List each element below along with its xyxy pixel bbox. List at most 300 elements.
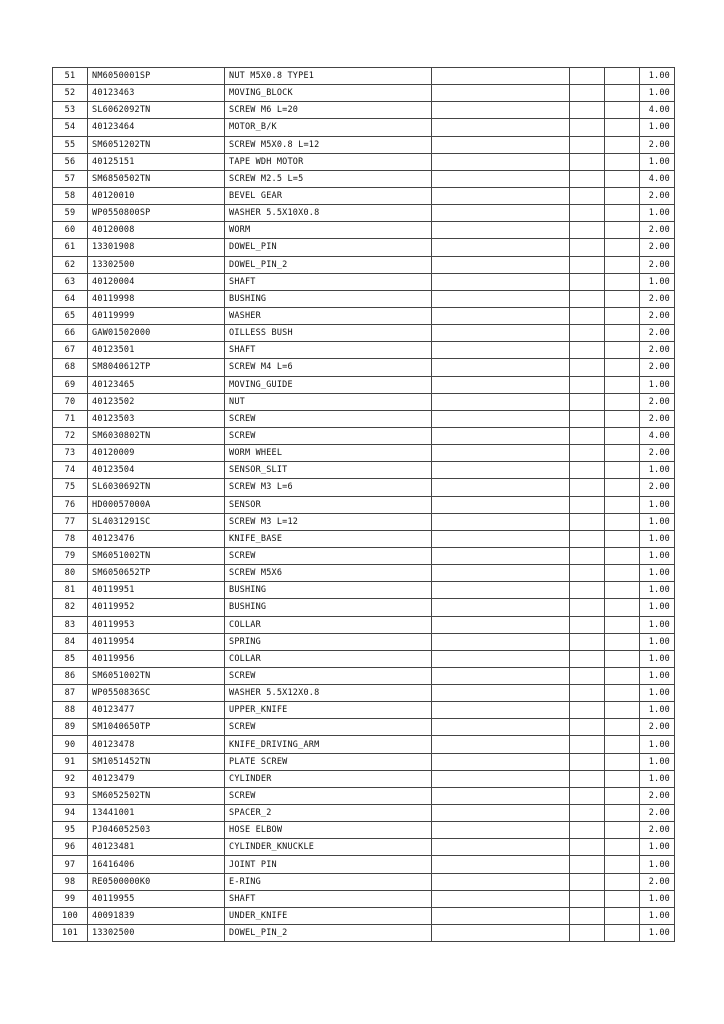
description-cell: SCREW M4 L=6 [225,359,432,376]
extra-cell-1 [570,307,605,324]
table-row [53,325,675,342]
item-number-cell: 78 [53,530,88,547]
quantity-cell: 1.00 [640,119,675,136]
description-cell: BUSHING [225,582,432,599]
item-number-cell: 97 [53,856,88,873]
extra-cell-2 [605,873,640,890]
table-row [53,136,675,153]
description-cell: SCREW M5X6 [225,565,432,582]
quantity-cell: 1.00 [640,667,675,684]
item-number-cell: 71 [53,410,88,427]
description-cell: SCREW [225,547,432,564]
part-number-cell: 40123503 [88,410,225,427]
extra-cell-2 [605,445,640,462]
extra-cell-1 [570,153,605,170]
description-cell: DOWEL_PIN_2 [225,256,432,273]
item-number-cell: 96 [53,839,88,856]
part-number-cell: SM6052502TN [88,787,225,804]
item-number-cell: 84 [53,633,88,650]
extra-cell-1 [570,650,605,667]
extra-cell-1 [570,582,605,599]
quantity-cell: 2.00 [640,239,675,256]
description-cell: WASHER 5.5X10X0.8 [225,205,432,222]
extra-cell-2 [605,273,640,290]
table-row [53,410,675,427]
item-number-cell: 83 [53,616,88,633]
extra-cell-1 [570,805,605,822]
table-row [53,290,675,307]
quantity-cell: 2.00 [640,325,675,342]
part-number-cell: NM6050001SP [88,68,225,85]
spec-cell [432,753,570,770]
extra-cell-2 [605,907,640,924]
extra-cell-2 [605,770,640,787]
extra-cell-1 [570,273,605,290]
part-number-cell: 40119951 [88,582,225,599]
extra-cell-1 [570,907,605,924]
item-number-cell: 89 [53,719,88,736]
table-row [53,650,675,667]
spec-cell [432,650,570,667]
item-number-cell: 53 [53,102,88,119]
extra-cell-1 [570,170,605,187]
extra-cell-1 [570,239,605,256]
item-number-cell: 90 [53,736,88,753]
description-cell: WASHER [225,307,432,324]
quantity-cell: 2.00 [640,393,675,410]
extra-cell-1 [570,102,605,119]
part-number-cell: WP0550800SP [88,205,225,222]
description-cell: SENSOR [225,496,432,513]
extra-cell-1 [570,479,605,496]
spec-cell [432,667,570,684]
spec-cell [432,496,570,513]
quantity-cell: 1.00 [640,856,675,873]
extra-cell-1 [570,256,605,273]
extra-cell-2 [605,342,640,359]
description-cell: SCREW M5X0.8 L=12 [225,136,432,153]
description-cell: SCREW [225,667,432,684]
spec-cell [432,822,570,839]
part-number-cell: 40123501 [88,342,225,359]
description-cell: UPPER_KNIFE [225,702,432,719]
spec-cell [432,136,570,153]
description-cell: SCREW M6 L=20 [225,102,432,119]
extra-cell-2 [605,136,640,153]
quantity-cell: 2.00 [640,873,675,890]
quantity-cell: 1.00 [640,565,675,582]
table-row [53,187,675,204]
extra-cell-2 [605,239,640,256]
part-number-cell: 40119998 [88,290,225,307]
description-cell: WORM [225,222,432,239]
quantity-cell: 2.00 [640,822,675,839]
item-number-cell: 99 [53,890,88,907]
part-number-cell: SM8040612TP [88,359,225,376]
table-row [53,222,675,239]
extra-cell-2 [605,205,640,222]
extra-cell-1 [570,667,605,684]
part-number-cell: PJ046052503 [88,822,225,839]
part-number-cell: 40119953 [88,616,225,633]
item-number-cell: 92 [53,770,88,787]
extra-cell-2 [605,685,640,702]
part-number-cell: 13301908 [88,239,225,256]
item-number-cell: 64 [53,290,88,307]
table-row [53,359,675,376]
extra-cell-2 [605,496,640,513]
extra-cell-1 [570,462,605,479]
spec-cell [432,565,570,582]
spec-cell [432,427,570,444]
quantity-cell: 1.00 [640,685,675,702]
part-number-cell: 13302500 [88,925,225,942]
table-row [53,479,675,496]
spec-cell [432,925,570,942]
description-cell: CYLINDER_KNUCKLE [225,839,432,856]
part-number-cell: 40119952 [88,599,225,616]
item-number-cell: 55 [53,136,88,153]
extra-cell-1 [570,873,605,890]
description-cell: SCREW [225,719,432,736]
extra-cell-1 [570,753,605,770]
extra-cell-1 [570,822,605,839]
quantity-cell: 1.00 [640,736,675,753]
description-cell: SPRING [225,633,432,650]
quantity-cell: 2.00 [640,222,675,239]
description-cell: SCREW [225,787,432,804]
quantity-cell: 2.00 [640,256,675,273]
part-number-cell: 40119999 [88,307,225,324]
item-number-cell: 65 [53,307,88,324]
description-cell: JOINT PIN [225,856,432,873]
part-number-cell: 16416406 [88,856,225,873]
item-number-cell: 69 [53,376,88,393]
spec-cell [432,290,570,307]
extra-cell-1 [570,85,605,102]
spec-cell [432,616,570,633]
spec-cell [432,170,570,187]
extra-cell-2 [605,565,640,582]
description-cell: SCREW M3 L=12 [225,513,432,530]
part-number-cell: 40120009 [88,445,225,462]
table-row [53,736,675,753]
quantity-cell: 2.00 [640,342,675,359]
part-number-cell: SM6051002TN [88,547,225,564]
part-number-cell: SM6030802TN [88,427,225,444]
spec-cell [432,719,570,736]
description-cell: NUT [225,393,432,410]
extra-cell-2 [605,153,640,170]
extra-cell-2 [605,582,640,599]
quantity-cell: 1.00 [640,376,675,393]
spec-cell [432,856,570,873]
extra-cell-1 [570,359,605,376]
extra-cell-2 [605,376,640,393]
item-number-cell: 76 [53,496,88,513]
extra-cell-2 [605,187,640,204]
extra-cell-2 [605,68,640,85]
extra-cell-1 [570,787,605,804]
extra-cell-2 [605,925,640,942]
extra-cell-2 [605,393,640,410]
quantity-cell: 1.00 [640,582,675,599]
item-number-cell: 82 [53,599,88,616]
description-cell: PLATE SCREW [225,753,432,770]
item-number-cell: 72 [53,427,88,444]
item-number-cell: 74 [53,462,88,479]
table-row [53,445,675,462]
part-number-cell: SM6051002TN [88,667,225,684]
description-cell: SCREW [225,427,432,444]
spec-cell [432,462,570,479]
quantity-cell: 1.00 [640,462,675,479]
description-cell: SCREW [225,410,432,427]
quantity-cell: 1.00 [640,907,675,924]
item-number-cell: 95 [53,822,88,839]
part-number-cell: SM6850502TN [88,170,225,187]
spec-cell [432,393,570,410]
description-cell: OILLESS BUSH [225,325,432,342]
table-row [53,822,675,839]
description-cell: COLLAR [225,650,432,667]
table-row [53,496,675,513]
description-cell: HOSE ELBOW [225,822,432,839]
spec-cell [432,547,570,564]
extra-cell-1 [570,719,605,736]
item-number-cell: 98 [53,873,88,890]
table-row [53,890,675,907]
item-number-cell: 93 [53,787,88,804]
part-number-cell: WP0550836SC [88,685,225,702]
part-number-cell: RE0500000K0 [88,873,225,890]
table-row [53,565,675,582]
quantity-cell: 1.00 [640,633,675,650]
quantity-cell: 2.00 [640,805,675,822]
part-number-cell: 40123463 [88,85,225,102]
description-cell: MOVING_GUIDE [225,376,432,393]
part-number-cell: 40123481 [88,839,225,856]
description-cell: SPACER_2 [225,805,432,822]
quantity-cell: 2.00 [640,136,675,153]
extra-cell-2 [605,736,640,753]
spec-cell [432,787,570,804]
spec-cell [432,85,570,102]
extra-cell-2 [605,325,640,342]
spec-cell [432,153,570,170]
part-number-cell: 40123504 [88,462,225,479]
item-number-cell: 67 [53,342,88,359]
extra-cell-2 [605,530,640,547]
quantity-cell: 2.00 [640,787,675,804]
quantity-cell: 1.00 [640,702,675,719]
part-number-cell: 40123464 [88,119,225,136]
extra-cell-1 [570,513,605,530]
extra-cell-2 [605,170,640,187]
description-cell: KNIFE_DRIVING_ARM [225,736,432,753]
spec-cell [432,582,570,599]
extra-cell-2 [605,822,640,839]
part-number-cell: 40123502 [88,393,225,410]
item-number-cell: 100 [53,907,88,924]
extra-cell-1 [570,633,605,650]
table-row [53,342,675,359]
item-number-cell: 59 [53,205,88,222]
table-row [53,907,675,924]
item-number-cell: 85 [53,650,88,667]
table-row [53,839,675,856]
spec-cell [432,187,570,204]
table-row [53,119,675,136]
spec-cell [432,205,570,222]
table-row [53,547,675,564]
extra-cell-1 [570,856,605,873]
extra-cell-1 [570,496,605,513]
quantity-cell: 1.00 [640,616,675,633]
quantity-cell: 4.00 [640,427,675,444]
table-row [53,85,675,102]
quantity-cell: 2.00 [640,479,675,496]
table-row [53,582,675,599]
table-row [53,102,675,119]
table-row [53,599,675,616]
part-number-cell: HD00057000A [88,496,225,513]
spec-cell [432,839,570,856]
part-number-cell: 40123477 [88,702,225,719]
extra-cell-1 [570,736,605,753]
extra-cell-1 [570,119,605,136]
item-number-cell: 56 [53,153,88,170]
extra-cell-1 [570,890,605,907]
table-row [53,427,675,444]
extra-cell-2 [605,856,640,873]
table-row [53,153,675,170]
extra-cell-1 [570,547,605,564]
quantity-cell: 2.00 [640,187,675,204]
description-cell: E-RING [225,873,432,890]
quantity-cell: 1.00 [640,839,675,856]
part-number-cell: SL4031291SC [88,513,225,530]
spec-cell [432,359,570,376]
spec-cell [432,479,570,496]
extra-cell-2 [605,650,640,667]
item-number-cell: 62 [53,256,88,273]
extra-cell-1 [570,136,605,153]
quantity-cell: 1.00 [640,530,675,547]
extra-cell-2 [605,85,640,102]
spec-cell [432,770,570,787]
extra-cell-2 [605,633,640,650]
extra-cell-2 [605,290,640,307]
description-cell: BEVEL GEAR [225,187,432,204]
spec-cell [432,410,570,427]
extra-cell-2 [605,839,640,856]
quantity-cell: 2.00 [640,359,675,376]
extra-cell-2 [605,805,640,822]
extra-cell-2 [605,547,640,564]
quantity-cell: 1.00 [640,753,675,770]
part-number-cell: 13302500 [88,256,225,273]
part-number-cell: 40120004 [88,273,225,290]
table-row [53,805,675,822]
part-number-cell: 40123476 [88,530,225,547]
description-cell: SCREW M3 L=6 [225,479,432,496]
description-cell: TAPE WDH MOTOR [225,153,432,170]
extra-cell-1 [570,410,605,427]
spec-cell [432,102,570,119]
quantity-cell: 1.00 [640,650,675,667]
quantity-cell: 2.00 [640,410,675,427]
description-cell: BUSHING [225,290,432,307]
part-number-cell: SM6050652TP [88,565,225,582]
spec-cell [432,702,570,719]
description-cell: SCREW M2.5 L=5 [225,170,432,187]
extra-cell-2 [605,359,640,376]
extra-cell-2 [605,427,640,444]
part-number-cell: SL6062092TN [88,102,225,119]
quantity-cell: 2.00 [640,719,675,736]
extra-cell-1 [570,205,605,222]
extra-cell-1 [570,770,605,787]
extra-cell-1 [570,839,605,856]
quantity-cell: 1.00 [640,85,675,102]
part-number-cell: 40123478 [88,736,225,753]
part-number-cell: 40119955 [88,890,225,907]
part-number-cell: SM6051202TN [88,136,225,153]
extra-cell-2 [605,462,640,479]
item-number-cell: 79 [53,547,88,564]
description-cell: BUSHING [225,599,432,616]
table-row [53,616,675,633]
item-number-cell: 61 [53,239,88,256]
extra-cell-2 [605,616,640,633]
item-number-cell: 68 [53,359,88,376]
item-number-cell: 52 [53,85,88,102]
extra-cell-2 [605,513,640,530]
extra-cell-1 [570,530,605,547]
table-row [53,256,675,273]
spec-cell [432,736,570,753]
parts-list-table [52,67,675,942]
spec-cell [432,890,570,907]
extra-cell-1 [570,702,605,719]
table-row [53,462,675,479]
description-cell: COLLAR [225,616,432,633]
extra-cell-2 [605,599,640,616]
extra-cell-1 [570,325,605,342]
table-row [53,170,675,187]
description-cell: WORM WHEEL [225,445,432,462]
part-number-cell: 40091839 [88,907,225,924]
extra-cell-2 [605,667,640,684]
table-row [53,685,675,702]
extra-cell-2 [605,753,640,770]
quantity-cell: 1.00 [640,770,675,787]
spec-cell [432,685,570,702]
table-row [53,530,675,547]
extra-cell-1 [570,290,605,307]
spec-cell [432,805,570,822]
description-cell: CYLINDER [225,770,432,787]
extra-cell-1 [570,393,605,410]
spec-cell [432,513,570,530]
description-cell: DOWEL_PIN_2 [225,925,432,942]
quantity-cell: 2.00 [640,445,675,462]
extra-cell-1 [570,925,605,942]
item-number-cell: 80 [53,565,88,582]
spec-cell [432,325,570,342]
part-number-cell: 40119956 [88,650,225,667]
